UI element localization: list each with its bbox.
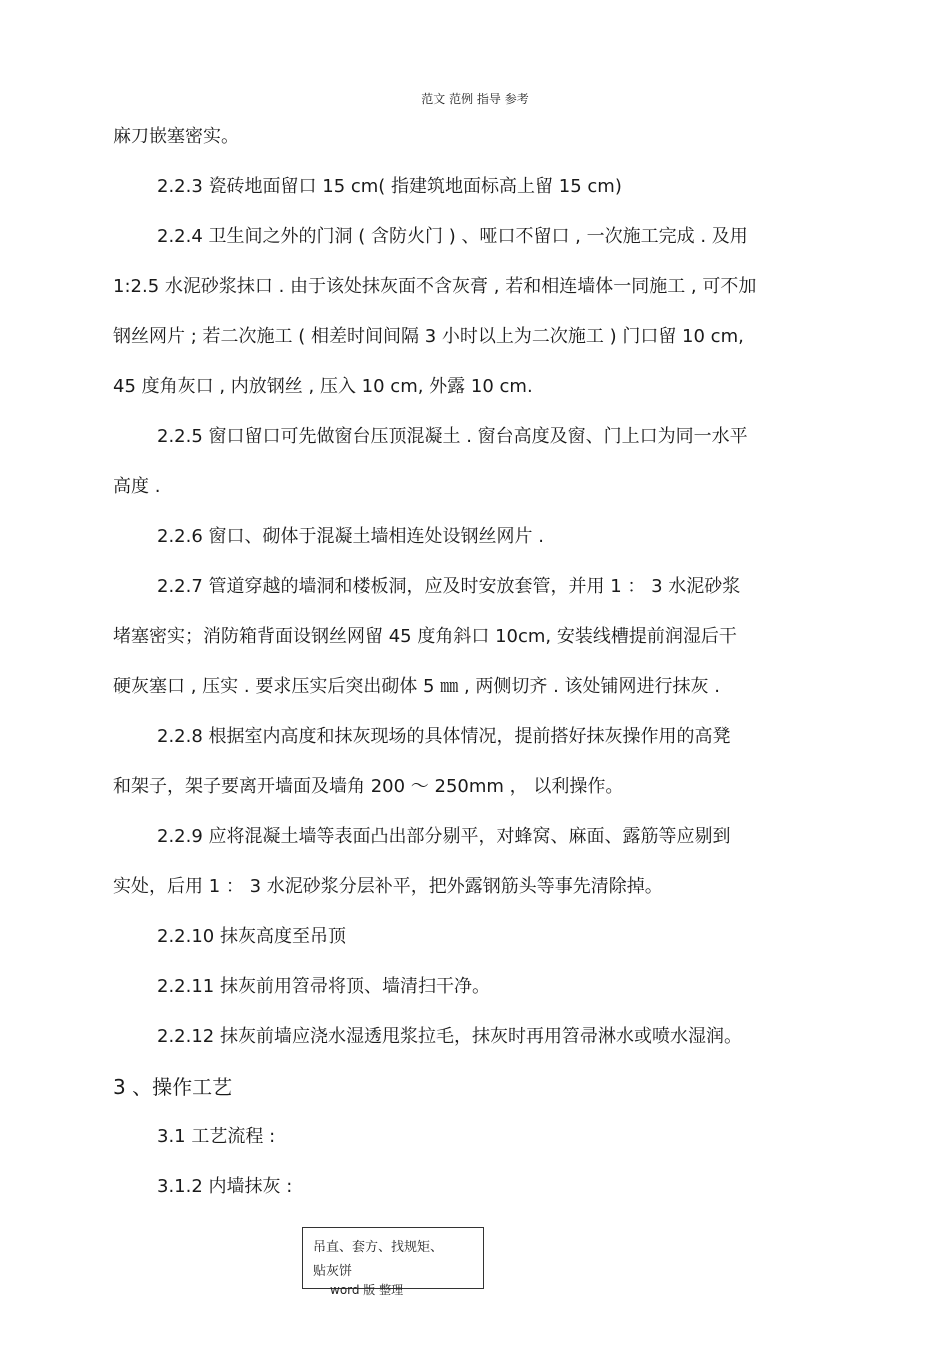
- clause-2-2-4: 2.2.4 卫生间之外的门洞 ( 含防火门 ) 、哑口不留口 , 一次施工完成 . 及用: [157, 226, 748, 247]
- page-footer: word 版 整理: [330, 1283, 404, 1297]
- clause-2-2-8: 2.2.8 根据室内高度和抹灰现场的具体情况，提前搭好抹灰操作用的高凳: [157, 726, 731, 747]
- clause-2-2-4-line4: 45 度角灰口 , 内放钢丝 , 压入 10 cm, 外露 10 cm.: [113, 376, 533, 397]
- page-header: 范文 范例 指导 参考: [421, 92, 529, 106]
- clause-2-2-10: 2.2.10 抹灰高度至吊顶: [157, 926, 346, 947]
- clause-2-2-3: 2.2.3 瓷砖地面留口 15 cm( 指建筑地面标高上留 15 cm): [157, 176, 622, 197]
- flowchart-step-box: [302, 1227, 484, 1289]
- clause-2-2-12: 2.2.12 抹灰前墙应浇水湿透甩浆拉毛，抹灰时再用笤帚淋水或喷水湿润。: [157, 1026, 742, 1047]
- clause-2-2-7-line2: 堵塞密实；消防箱背面设钢丝网留 45 度角斜口 10cm, 安装线槽提前润湿后干: [113, 626, 737, 647]
- document-body: [113, 112, 858, 1212]
- clause-3-1-2: 3.1.2 内墙抹灰 :: [157, 1176, 293, 1197]
- section-heading-3: 3 、操作工艺: [113, 1075, 233, 1099]
- clause-2-2-5: 2.2.5 窗口留口可先做窗台压顶混凝土 . 窗台高度及窗、门上口为同一水平: [157, 426, 748, 447]
- clause-2-2-7: 2.2.7 管道穿越的墙洞和楼板洞，应及时安放套管，并用 1 ： 3 水泥砂浆: [157, 576, 741, 597]
- clause-2-2-9-line2: 实处，后用 1 ： 3 水泥砂浆分层补平，把外露钢筋头等事先清除掉。: [113, 876, 663, 897]
- paragraph-continuation: 麻刀嵌塞密实。: [113, 126, 239, 147]
- clause-2-2-8-line2: 和架子，架子要离开墙面及墙角 200 ～ 250mm ， 以利操作。: [113, 776, 624, 797]
- clause-2-2-5-line2: 高度 .: [113, 476, 161, 497]
- clause-2-2-4-line2: 1:2.5 水泥砂浆抹口 . 由于该处抹灰面不含灰膏 , 若和相连墙体一同施工 , 可不加: [113, 276, 757, 297]
- clause-2-2-4-line3: 钢丝网片 ; 若二次施工 ( 相差时间间隔 3 小时以上为二次施工 ) 门口留 10 cm,: [113, 326, 744, 347]
- flowchart-step-line1: 吊直、套方、找规矩、: [313, 1240, 444, 1255]
- clause-3-1: 3.1 工艺流程 :: [157, 1126, 276, 1147]
- clause-2-2-6: 2.2.6 窗口、砌体于混凝土墙相连处设钢丝网片 .: [157, 526, 544, 547]
- clause-2-2-11: 2.2.11 抹灰前用笤帚将顶、墙清扫干净。: [157, 976, 490, 997]
- clause-2-2-7-line3: 硬灰塞口 , 压实 . 要求压实后突出砌体 5 ㎜ , 两侧切齐 . 该处铺网进行抹灰 .: [113, 676, 720, 697]
- flowchart-step-line2: 贴灰饼: [313, 1264, 353, 1279]
- clause-2-2-9: 2.2.9 应将混凝土墙等表面凸出部分剔平，对蜂窝、麻面、露筋等应剔到: [157, 826, 731, 847]
